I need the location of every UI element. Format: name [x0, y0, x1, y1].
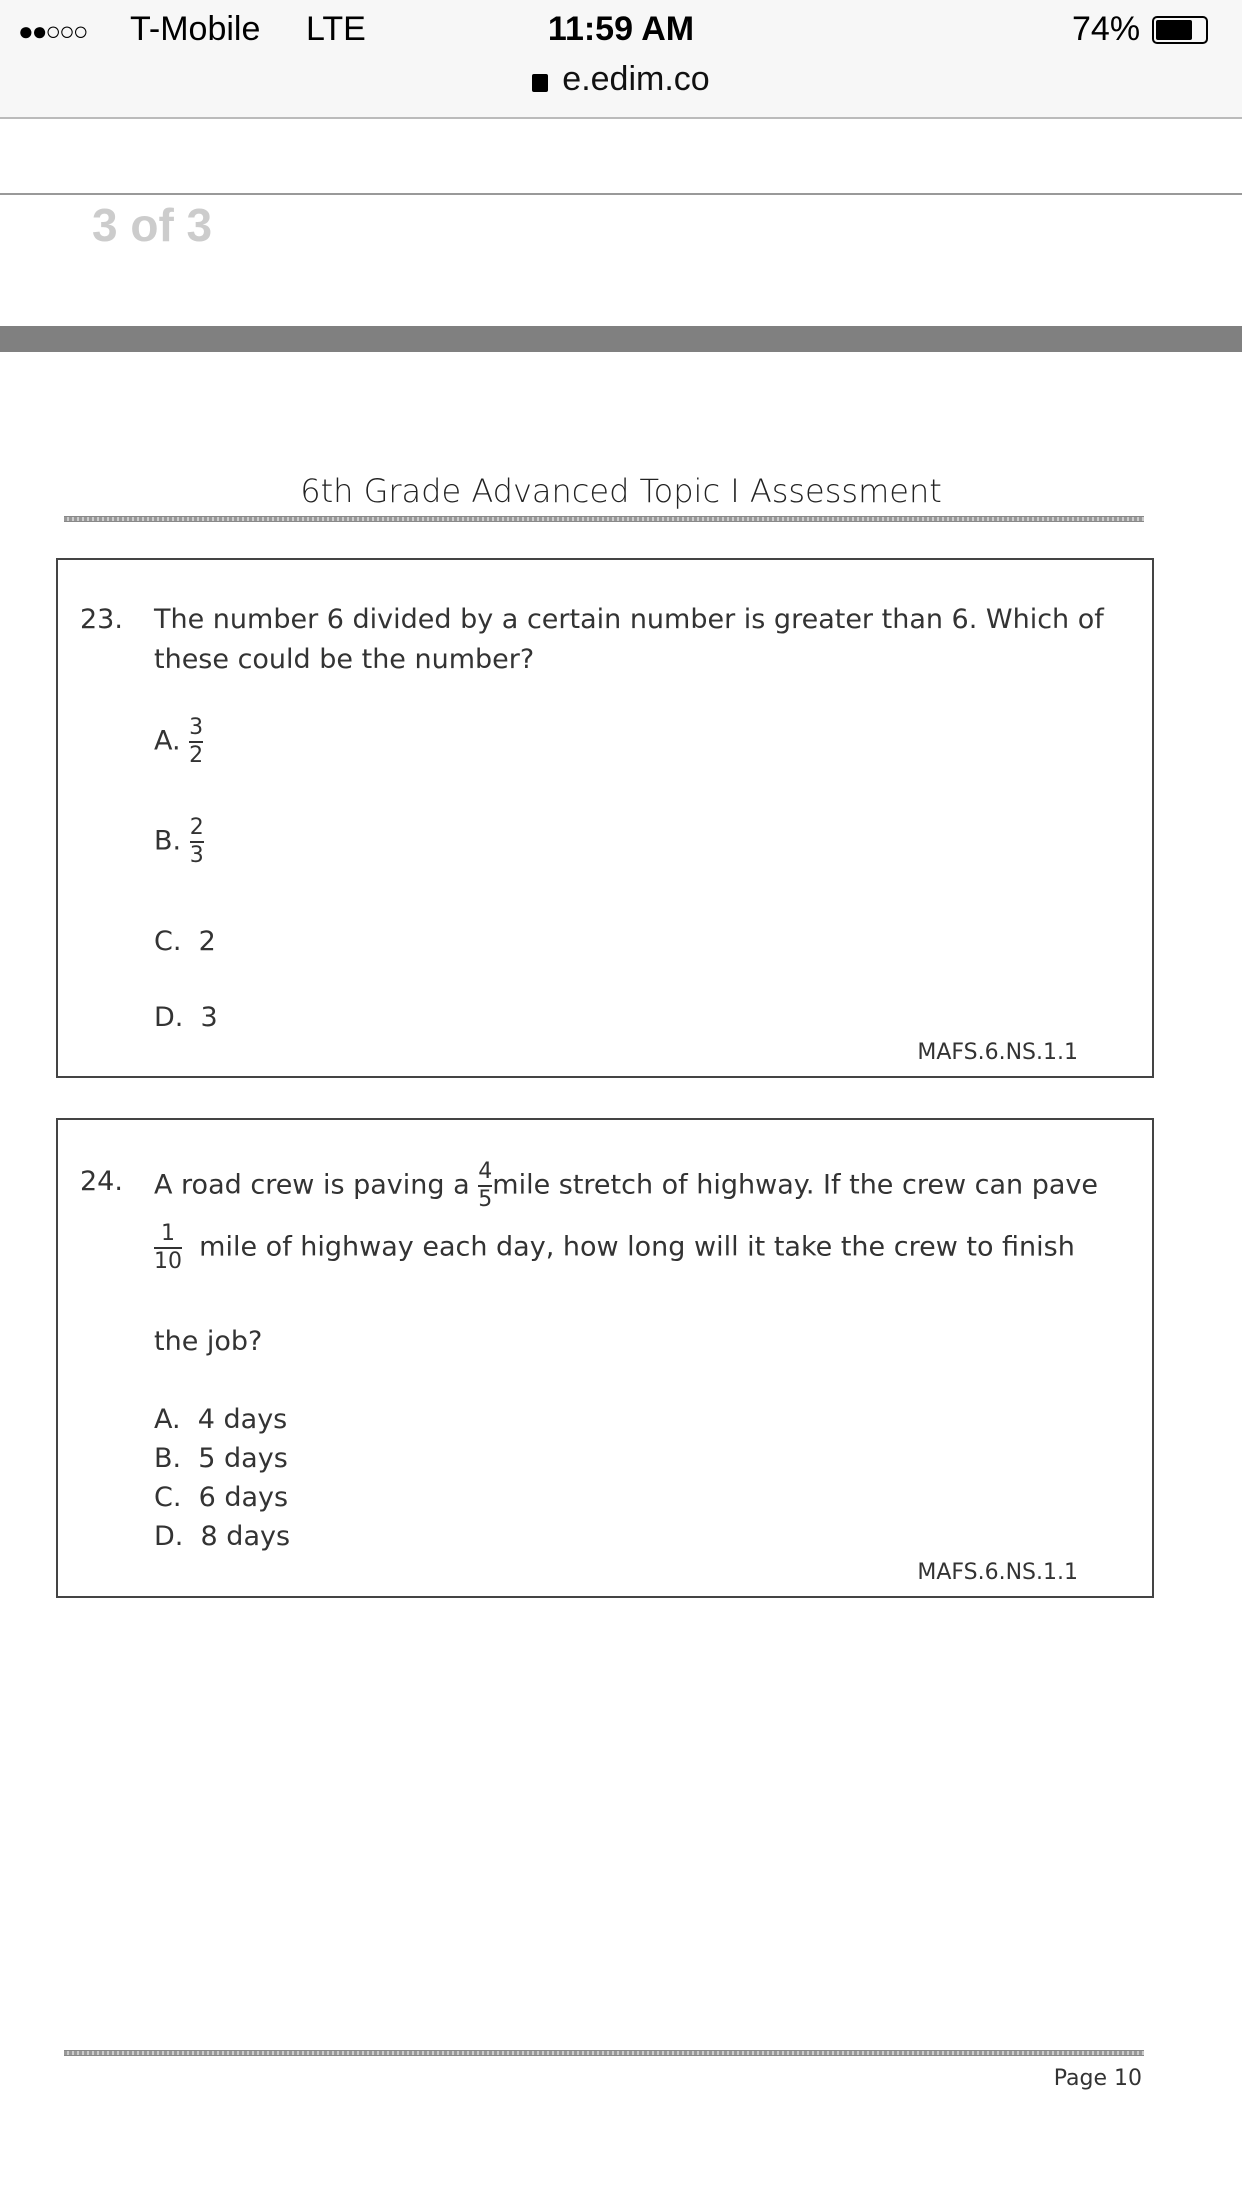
option-a[interactable]: A. 4 days: [154, 1404, 288, 1435]
fraction: $\frac{2}{3}$: [189, 815, 204, 868]
option-d[interactable]: D. 8 days: [154, 1521, 291, 1552]
divider: [0, 193, 1242, 195]
network-type: LTE: [306, 10, 366, 48]
option-c[interactable]: C. 6 days: [154, 1482, 289, 1513]
footer-rule: [64, 2050, 1144, 2056]
question-number: 23.: [80, 604, 123, 635]
battery-percent: 74%: [1072, 10, 1141, 48]
question-text: The number 6 divided by a certain number is greater than 6. Which of: [154, 604, 1104, 635]
fraction: $\frac{3}{2}$: [189, 715, 204, 768]
page-number: Page 10: [1053, 2066, 1142, 2091]
url-bar[interactable]: [0, 60, 1242, 99]
question-number: 24.: [80, 1166, 123, 1197]
document-title: 6th Grade Advanced Topic I Assessment: [300, 472, 942, 510]
signal-icon: ●●○○○: [18, 16, 87, 46]
battery-icon: [1152, 16, 1208, 44]
option-c[interactable]: C. 2: [154, 926, 216, 957]
option-b[interactable]: B. 5 days: [154, 1443, 288, 1474]
clock: 11:59 AM: [547, 10, 695, 48]
question-text: the job?: [154, 1326, 263, 1357]
standard-code: MAFS.6.NS.1.1: [917, 1040, 1078, 1065]
question-text: these could be the number?: [154, 644, 535, 675]
option-d[interactable]: D. 3: [154, 1002, 218, 1033]
option-a[interactable]: A. $\frac{3}{2}$: [154, 715, 204, 768]
lock-icon: [532, 74, 548, 92]
status-bar: [0, 0, 1242, 119]
question-text: $\frac{1}{10}$ mile of highway each day, how long will it take the crew to finish: [154, 1221, 1075, 1274]
carrier: T-Mobile: [130, 10, 261, 48]
standard-code: MAFS.6.NS.1.1: [917, 1560, 1078, 1585]
question-text: A road crew is paving a $\frac{4}{5}$ mile stretch of highway. If the crew can pave: [154, 1159, 1098, 1212]
url-text: e.edim.co: [562, 60, 710, 98]
question-24: [56, 1118, 1154, 1598]
page-counter: 3 of 3: [92, 199, 213, 251]
question-23: [56, 558, 1154, 1078]
page-separator: [0, 326, 1242, 352]
option-b[interactable]: B. $\frac{2}{3}$: [154, 815, 204, 868]
title-rule: [64, 516, 1144, 522]
